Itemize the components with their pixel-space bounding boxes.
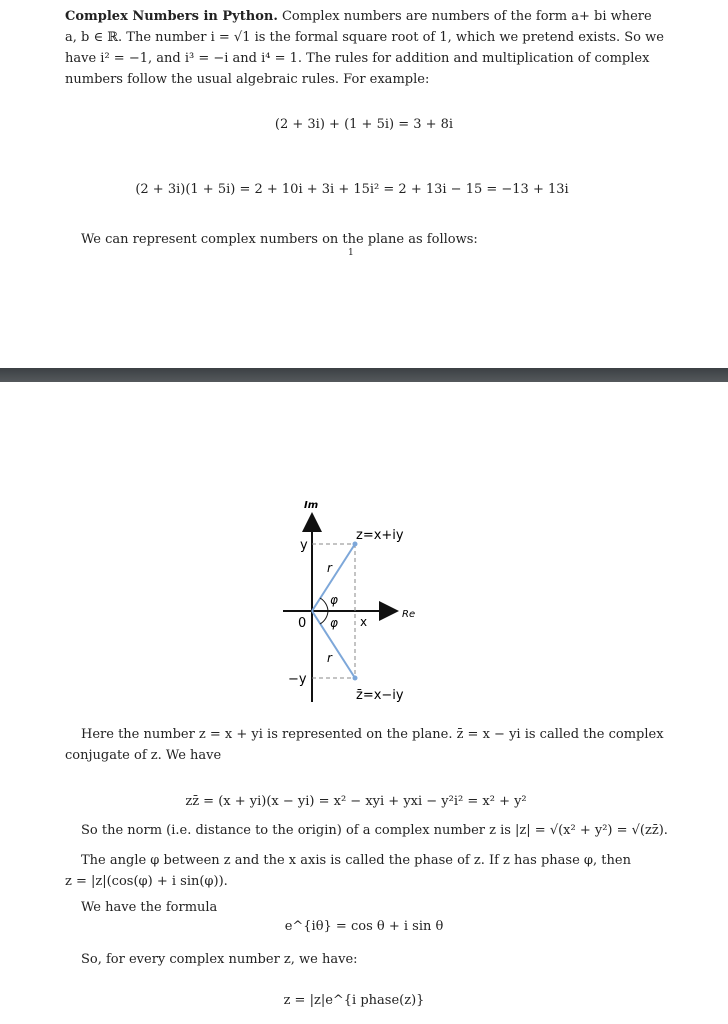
page-2 [0, 382, 728, 1024]
r-upper-label: r [327, 561, 332, 575]
page-number: 1 [348, 248, 354, 258]
polar-form-equation: z = |z|e^{i phase(z)} [283, 993, 425, 1008]
r-lower-label: r [327, 651, 332, 665]
norm-text: So the norm (i.e. distance to the origin) of a complex number z is |z| = √(x² + y²) = √(zz̄). [81, 823, 668, 838]
intro-line-1: Complex numbers are numbers of the form a+ bi where [281, 9, 652, 24]
phase-line-1: The angle φ between z and the x axis is called the phase of z. If z has phase φ, then [81, 853, 631, 868]
phase-line-2: z = |z|(cos(φ) + i sin(φ)). [65, 874, 228, 889]
conjugate-product-equation: zz̄ = (x + yi)(x − yi) = x² − xyi + yxi − y²i² = x² + y² [185, 794, 527, 809]
neg-y-label: −y [288, 672, 307, 687]
z-label: z=x+iy [356, 528, 404, 543]
intro-line-2: a, b ∈ ℝ. The number i = √1 is the formal square root of 1, which we pretend exists. So we [65, 30, 664, 45]
conjugate-line-2: conjugate of z. We have [65, 748, 222, 763]
euler-formula: e^{iθ} = cos θ + i sin θ [284, 919, 444, 934]
y-label: y [300, 538, 308, 553]
plane-intro-text: We can represent complex numbers on the plane as follows: [81, 232, 478, 247]
conjugate-paragraph [65, 724, 665, 766]
section-heading: Complex Numbers in Python. [65, 9, 278, 24]
every-complex-text: So, for every complex number z, we have: [81, 952, 358, 967]
intro-line-4: numbers follow the usual algebraic rules. For example: [65, 72, 430, 87]
phase-paragraph [65, 850, 665, 892]
multiplication-equation: (2 + 3i)(1 + 5i) = 2 + 10i + 3i + 15i² = 2 + 13i − 15 = −13 + 13i [135, 182, 569, 197]
phi-arc-lower [320, 611, 328, 624]
conjugate-line-1: Here the number z = x + yi is represented on the plane. z̄ = x − yi is called the complex [81, 727, 664, 742]
page-separator [0, 368, 728, 382]
formula-intro-text: We have the formula [81, 900, 218, 915]
im-axis-label: Im [304, 500, 319, 511]
page-1 [0, 0, 728, 368]
phi-arc-upper [320, 598, 328, 611]
x-label: x [360, 615, 368, 629]
re-axis-label: Re [402, 609, 416, 620]
origin-label: 0 [298, 616, 307, 631]
zbar-point [353, 676, 358, 681]
addition-equation: (2 + 3i) + (1 + 5i) = 3 + 8i [274, 117, 454, 132]
phi-upper-label: φ [330, 593, 338, 607]
intro-line-3: have i² = −1, and i³ = −i and i⁴ = 1. The rules for addition and multiplication of complex [65, 51, 650, 66]
intro-paragraph [65, 6, 665, 90]
phi-lower-label: φ [330, 616, 338, 630]
zbar-label: z̄=x−iy [356, 688, 404, 703]
